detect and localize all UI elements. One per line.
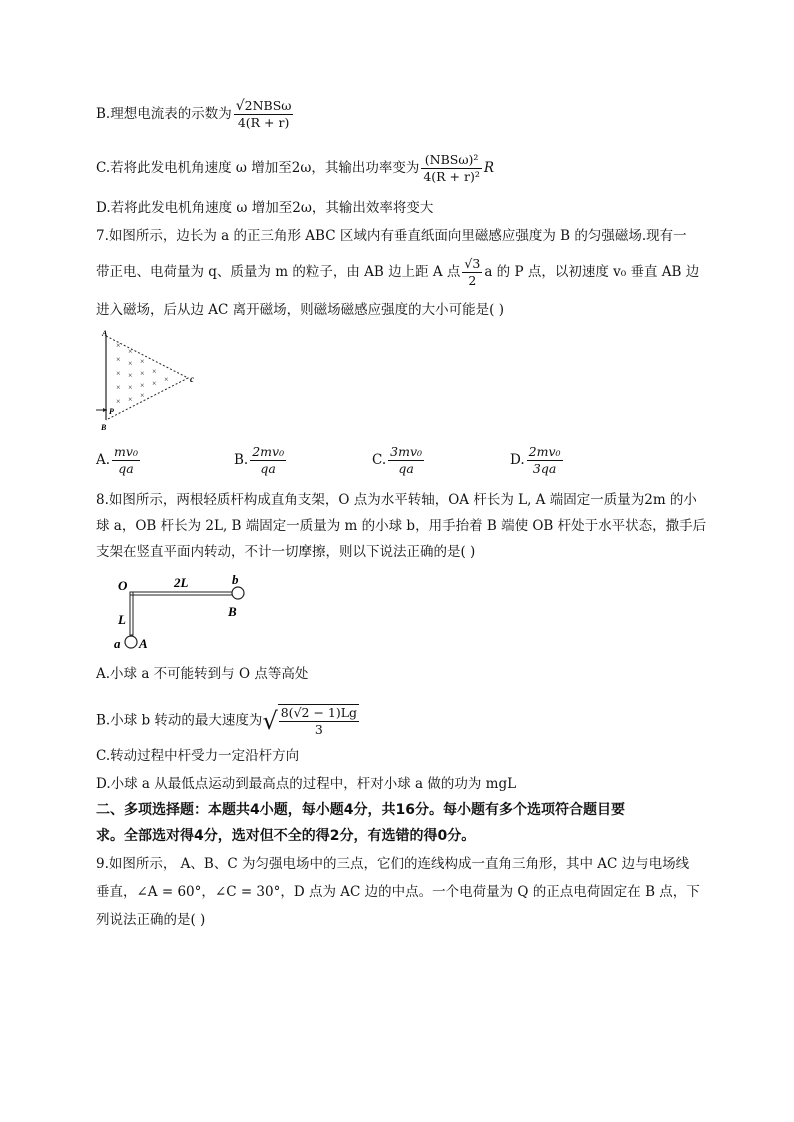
q6-option-c-denominator: 4(R + r)² [423, 169, 480, 184]
point-b-label: B [101, 423, 107, 432]
q7-stem-line1: 7.如图所示，边长为 a 的正三角形 ABC 区域内有垂直纸面向里磁感应强度为 B 的匀强磁场.现有一 [96, 228, 687, 244]
q8-option-c: C.转动过程中杆受力一定沿杆方向 [96, 748, 300, 764]
magnetic-field-crosses [116, 341, 169, 406]
q7-option-d-numerator: 2mv₀ [528, 444, 561, 459]
q6-option-b-fraction: $\frac{\text{√2NBSω}}{4(R + r)}$ [235, 98, 292, 130]
q7-option-c [372, 444, 426, 477]
q6-option-c-fraction [421, 152, 482, 185]
svg-text:×: × [116, 383, 121, 392]
q7-stem-line3: 进入磁场，后从边 AC 离开磁场，则磁场磁感应强度的大小可能是( ) [96, 302, 504, 318]
svg-text:×: × [140, 381, 145, 390]
q7-figure-triangle [96, 326, 206, 432]
ball-b-label: b [232, 572, 239, 587]
svg-text:×: × [164, 375, 169, 384]
section2-heading-line1: 二、多项选择题：本题共4小题，每小题4分，共16分。每小题有多个选项符合题目要 [96, 802, 625, 818]
q8-option-b-numerator: 8(√2 − 1)Lg [280, 705, 358, 720]
point-a-label: A [102, 329, 108, 338]
svg-text:×: × [116, 355, 121, 364]
q7-option-a-numerator: mv₀ [114, 444, 138, 459]
ball-a-label: a [114, 636, 121, 651]
q8-option-b-denominator: 3 [314, 722, 323, 737]
svg-text:×: × [116, 369, 121, 378]
q8-option-b: B.小球 b 转动的最大速度为√ $\frac{8(√2 - 1)Lg}{3}$ [96, 705, 358, 737]
svg-text:×: × [128, 395, 133, 404]
section2-heading-line2: 求。全部选对得4分，选对但不全的得2分，有选错的得0分。 [96, 828, 476, 844]
q6-option-c-text: C.若将此发电机角速度 ω 增加至2ω，其输出功率变为 [96, 160, 420, 176]
svg-text:×: × [128, 371, 133, 380]
rod-oa [130, 592, 133, 635]
q7-option-a-label: A. [96, 452, 111, 468]
q7-stem-line2 [96, 256, 699, 289]
q6-option-d: D.若将此发电机角速度 ω 增加至2ω，其输出效率将变大 [96, 200, 434, 216]
q9-stem-line1: 9.如图所示， A、B、C 为匀强电场中的三点，它们的连线构成一直角三角形，其中 AC 边与电场线 [96, 856, 690, 872]
length-l-label: L [118, 612, 126, 627]
ball-b [232, 587, 244, 599]
q7-stem-line2-b: a 的 P 点，以初速度 v₀ 垂直 AB 边 [484, 264, 700, 280]
length-2l-label: 2L [174, 575, 189, 590]
svg-text:×: × [152, 379, 157, 388]
svg-text:×: × [128, 383, 133, 392]
q7-option-c-denominator: qa [398, 461, 414, 476]
q7-option-d-denominator: 3qa [532, 461, 557, 476]
q7-option-b [234, 444, 288, 477]
q7-stem-line2-a: 带正电、电荷量为 q、质量为 m 的粒子，由 AB 边上距 A 点 [96, 264, 461, 280]
q6-option-b-denominator: 4(R + r) [237, 115, 290, 130]
end-a-label: A [139, 636, 148, 651]
q6-option-b-text: B.理想电流表的示数为 [96, 106, 232, 122]
q6-option-b [96, 98, 295, 131]
q7-distance-denominator: 2 [468, 273, 477, 288]
q7-option-d-label: D. [510, 452, 525, 468]
q6-option-b-numerator: 2NBSω [244, 98, 292, 113]
svg-text:×: × [140, 391, 145, 400]
svg-text:×: × [152, 367, 157, 376]
q7-option-c-label: C. [372, 452, 387, 468]
q6-option-c-tail: R [483, 160, 495, 176]
q8-option-b-text: B.小球 b 转动的最大速度为 [96, 712, 263, 729]
svg-text:×: × [140, 369, 145, 378]
svg-text:×: × [128, 347, 133, 356]
q7-option-b-denominator: qa [260, 461, 276, 476]
q7-option-b-label: B. [234, 452, 249, 468]
q7-option-b-numerator: 2mv₀ [252, 444, 285, 459]
ball-a [125, 636, 137, 648]
svg-text:×: × [116, 341, 121, 350]
pivot-o-label: O [118, 578, 128, 593]
q7-distance-numerator: √3 [464, 256, 481, 271]
q8-stem-line3: 支架在竖直平面内转动，不计一切摩擦，则以下说法正确的是( ) [96, 544, 476, 560]
q7-distance-fraction [462, 256, 482, 289]
svg-text:×: × [116, 397, 121, 406]
q7-option-d [510, 444, 565, 477]
q8-stem-line1: 8.如图所示，两根轻质杆构成直角支架，O 点为水平转轴，OA 杆长为 L, A 端固定一质量为2m 的小 [96, 492, 697, 508]
end-b-label: B [228, 604, 237, 619]
point-p-label: P [109, 407, 114, 416]
q7-option-c-numerator: 3mv₀ [390, 444, 423, 459]
q7-option-a-denominator: qa [118, 461, 134, 476]
svg-text:×: × [128, 359, 133, 368]
rod-ob [130, 592, 232, 595]
svg-text:×: × [140, 357, 145, 366]
q6-option-c [96, 152, 494, 185]
q8-option-d: D.小球 a 从最低点运动到最高点的过程中，杆对小球 a 做的功为 mgL [96, 776, 517, 792]
q6-option-c-numerator: (NBSω)² [421, 152, 482, 169]
q8-option-a: A.小球 a 不可能转到与 O 点等高处 [96, 666, 309, 682]
q9-stem-line2: 垂直，∠A = 60°，∠C = 30°，D 点为 AC 边的中点。一个电荷量为 Q 的正点电荷固定在 B 点，下 [96, 884, 700, 900]
q7-option-a [96, 444, 142, 477]
q9-stem-line3: 列说法正确的是( ) [96, 912, 206, 928]
q8-stem-line2: 球 a，OB 杆长为 2L, B 端固定一质量为 m 的小球 b，用手抬着 B 端使 OB 杆处于水平状态，撒手后 [96, 518, 707, 534]
q8-figure-bracket [108, 572, 258, 654]
point-c-label: c [190, 374, 194, 384]
